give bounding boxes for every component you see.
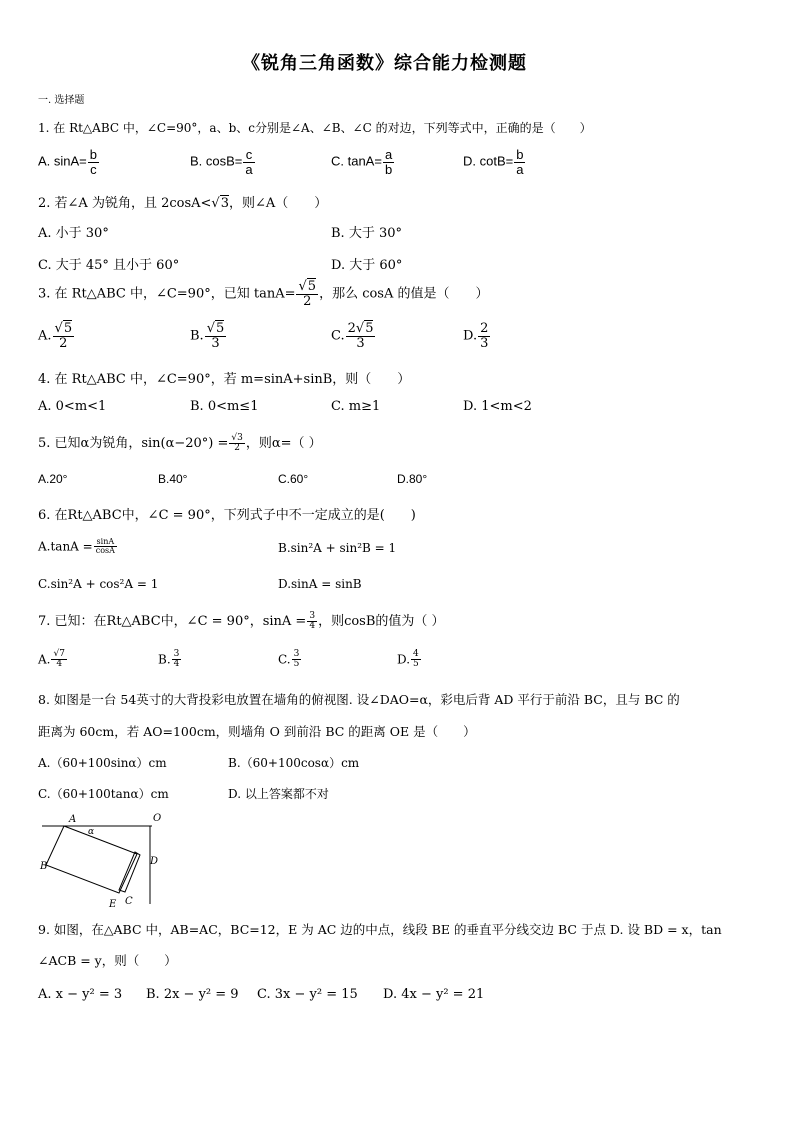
q1-option-a: A. sinA= $\frac{b}{c}$ [38,147,98,177]
q7-option-d: D. $\frac{4}{5}$ [397,649,419,670]
q6-option-d: D.sinA = sinB [278,577,362,591]
q1-stem: 1. 在 Rt△ABC 中，∠C=90°，a、b、c分别是∠A、∠B、∠C 的对边，下列等式中，正确的是（ ） [38,121,592,135]
q6-option-a: A.tanA = $\frac{\sin A}{\cos A}$ [38,537,115,556]
q2-option-b: B. 大于 30° [331,226,402,241]
q2-option-d: D. 大于 60° [331,258,403,273]
q5-stem: 5. 已知α为锐角，sin(α−20°) = $\frac{√3}{2}$ ，则α=（ ） [38,432,322,453]
q8-option-a: A.（60+100sinα）cm [38,756,167,770]
q5-option-b: B.40° [158,472,188,486]
q3-option-d: D. $\frac{2}{3}$ [463,321,489,351]
point-b-label: B [40,861,48,872]
q9-option-b: B. 2x − y² = 9 [146,987,239,1002]
q7-option-c: C. $\frac{3}{5}$ [278,649,300,670]
q4-option-c: C. m≥1 [331,399,381,414]
q6-option-c: C.sin²A + cos²A = 1 [38,577,159,591]
q4-option-b: B. 0<m≤1 [190,399,259,414]
q4-option-a: A. 0<m<1 [38,399,107,414]
q9-option-c: C. 3x − y² = 15 [257,987,358,1002]
q3-option-b: B. $\frac{√5}{3}$ [190,321,225,351]
q2-option-a: A. 小于 30° [38,226,109,241]
q5-option-a: A.20° [38,472,68,486]
q9-option-d: D. 4x − y² = 21 [383,987,485,1002]
q4-stem: 4. 在 Rt△ABC 中，∠C=90°，若 m=sinA+sinB，则（ ） [38,372,411,387]
point-a-label: A [69,814,77,825]
q3-option-a: A. $\frac{√5}{2}$ [38,321,73,351]
q8-option-d: D. 以上答案都不对 [228,787,329,801]
q8-stem-line1: 8. 如图是一台 54英寸的大背投彩电放置在墙角的俯视图. 设∠DAO=α，彩电后背 AD 平行于前沿 BC，且与 BC 的 [38,692,680,707]
section-heading: 一. 选择题 [38,95,85,106]
q8-stem-line2: 距离为 60cm，若 AO=100cm，则墙角 O 到前沿 BC 的距离 OE 是（ ） [38,724,476,739]
q1-option-b: B. cosB= $\frac{c}{a}$ [190,147,253,177]
q9-option-a: A. x − y² = 3 [38,987,123,1002]
point-c-label: C [125,896,133,907]
q9-stem-line1: 9. 如图，在△ABC 中，AB=AC，BC=12，E 为 AC 边的中点，线段 BE 的垂直平分线交边 BC 于点 D. 设 BD = x，tan [38,922,722,937]
q3-stem: 3. 在 Rt△ABC 中，∠C=90°，已知 tanA= $\frac{√5}{2}$ ，那么 cosA 的值是（ ） [38,279,489,309]
q2-stem: 2. 若∠A 为锐角，且 2cosA<√3，则∠A（ ） [38,196,328,211]
q1-option-d: D. cotB= $\frac{b}{a}$ [463,147,524,177]
q7-stem: 7. 已知：在Rt△ABC中，∠C = 90°，sinA = $\frac{3}{4}$ ，则cosB的值为（ ） [38,610,445,631]
q5-option-d: D.80° [397,472,428,486]
q3-option-c: C. $\frac{2√5}{3}$ [331,321,374,351]
q4-option-d: D. 1<m<2 [463,399,532,414]
q8-figure [36,808,176,908]
page-title: 《锐角三角函数》综合能力检测题 [242,53,527,74]
q8-option-c: C.（60+100tanα）cm [38,787,169,801]
q1-option-c: C. tanA= $\frac{a}{b}$ [331,147,393,177]
q7-option-a: A. $\frac{√7}{4}$ [38,649,65,670]
point-o-label: O [153,813,162,824]
q6-option-b: B.sin²A + sin²B = 1 [278,541,397,555]
point-e-label: E [109,899,117,908]
q7-option-b: B. $\frac{3}{4}$ [158,649,180,670]
q2-option-c: C. 大于 45° 且小于 60° [38,258,180,273]
q8-option-b: B.（60+100cosα）cm [228,756,360,770]
q6-stem: 6. 在Rt△ABC中，∠C = 90°，下列式子中不一定成立的是( ) [38,508,416,523]
q9-stem-line2: ∠ACB = y，则（ ） [38,953,177,968]
alpha-label: α [88,827,95,837]
q5-option-c: C.60° [278,472,309,486]
point-d-label: D [150,856,159,867]
